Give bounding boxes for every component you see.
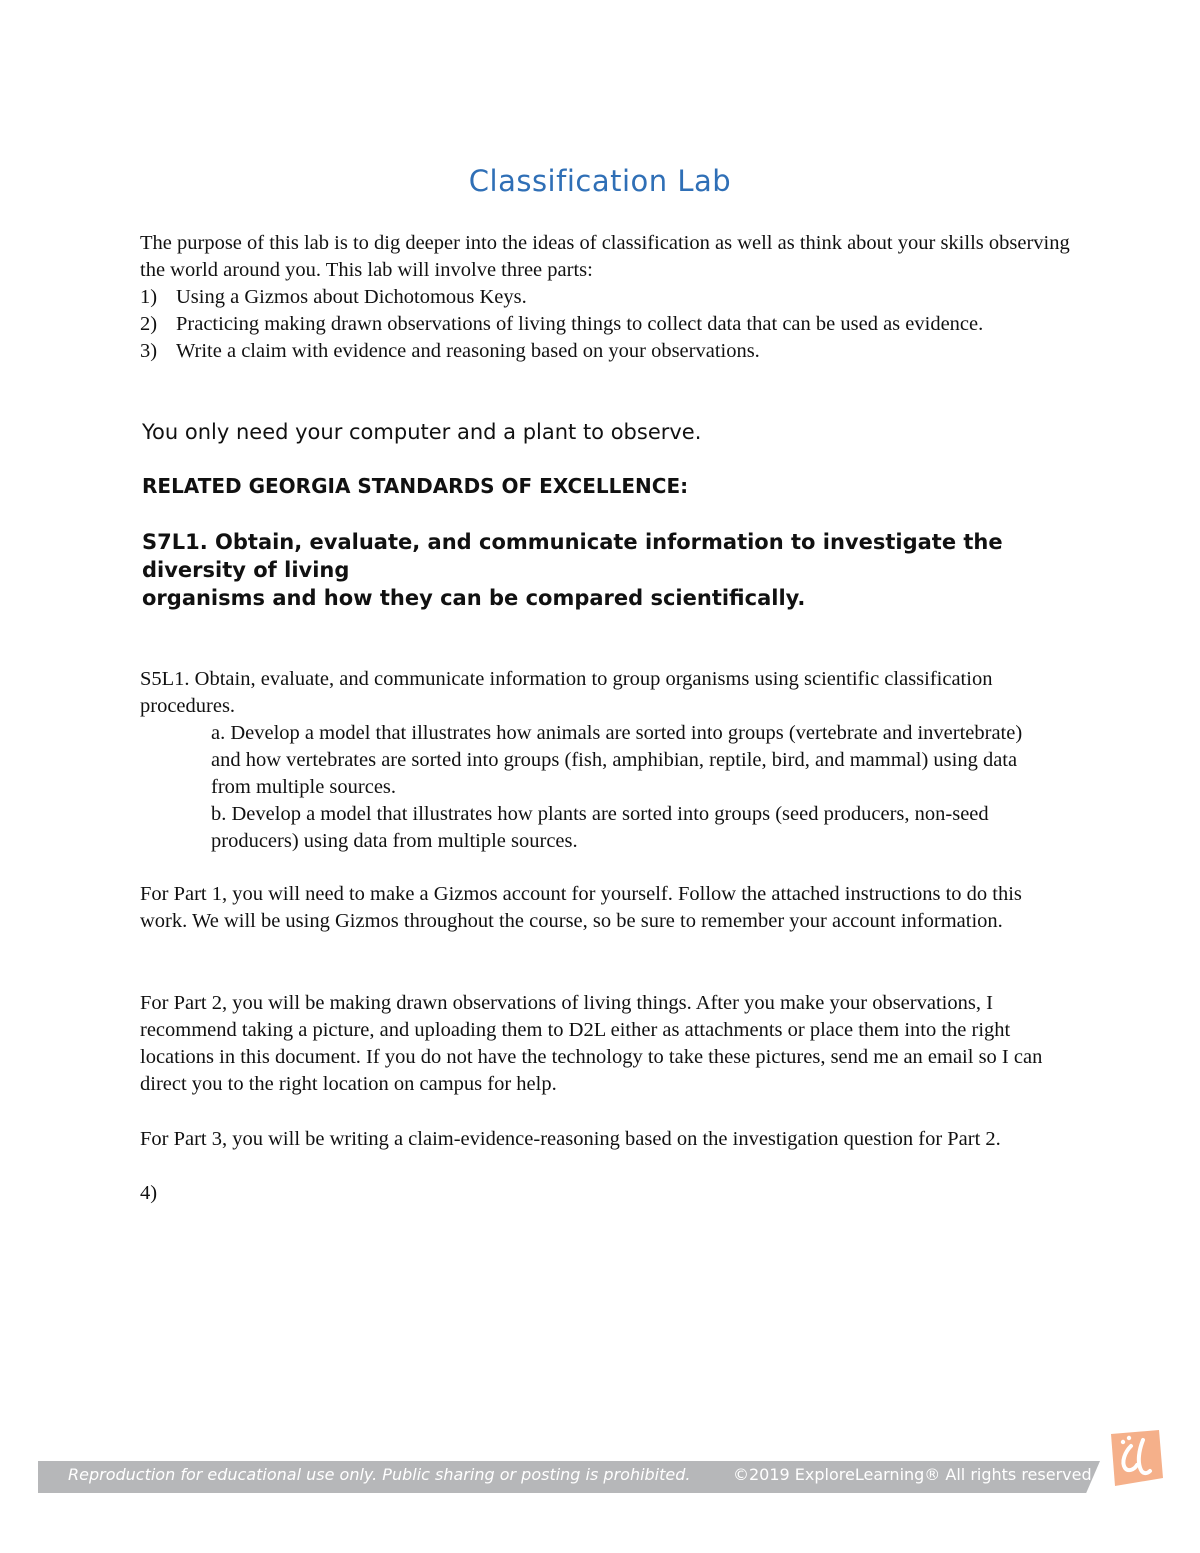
standard-s7l1: [142, 528, 1042, 612]
list-item-number: 1): [140, 286, 158, 308]
intro-paragraph: The purpose of this lab is to dig deeper into the ideas of classification as well as think about your skills observing the world around you. This lab will involve three parts:: [140, 232, 1070, 281]
list-item: [140, 284, 1040, 311]
standard-s7l1-line1: S7L1. Obtain, evaluate, and communicate information to investigate the diversity of living: [142, 530, 1003, 582]
list-item-text: Write a claim with evidence and reasoning based on your observations.: [176, 340, 760, 362]
list-item: [140, 311, 1040, 338]
empty-list-item-number: 4): [140, 1182, 158, 1204]
list-item-number: 3): [140, 340, 158, 362]
explorelearning-logo-icon: [1103, 1428, 1165, 1490]
parts-list: [140, 284, 1040, 365]
part3-paragraph: For Part 3, you will be writing a claim-evidence-reasoning based on the investigation question for Part 2.: [140, 1128, 1001, 1150]
part2-paragraph: For Part 2, you will be making drawn observations of living things. After you make your observations, I recommend taking a picture, and uploading them to D2L either as attachments or place them into the right locations in this document. If you do not have the technology to take these pictures, send me an email so I can direct you to the right location on campus for help.: [140, 992, 1043, 1095]
standard-s5l1-a: a. Develop a model that illustrates how animals are sorted into groups (vertebrate and invertebrate) and how vertebrates are sorted into groups (fish, amphibian, reptile, bird, and mammal) using data from multiple sources.: [211, 722, 1023, 798]
standard-s5l1-b: b. Develop a model that illustrates how plants are sorted into groups (seed producers, non-seed producers) using data from multiple sources.: [211, 803, 989, 852]
page-title: Classification Lab: [468, 164, 732, 198]
footer-rights: ©2019 ExploreLearning® All rights reserved: [733, 1465, 1092, 1484]
list-item: [140, 338, 1040, 365]
standard-s5l1-elements: [211, 720, 1051, 855]
standard-s7l1-line2: organisms and how they can be compared scientifically.: [142, 586, 806, 610]
list-item-number: 2): [140, 313, 158, 335]
list-item-text: Practicing making drawn observations of living things to collect data that can be used as evidence.: [176, 313, 984, 335]
materials-note: You only need your computer and a plant to observe.: [142, 420, 702, 444]
list-item-text: Using a Gizmos about Dichotomous Keys.: [176, 286, 527, 308]
footer-copyright-notice: Reproduction for educational use only. Public sharing or posting is prohibited.: [68, 1465, 691, 1484]
standards-heading: RELATED GEORGIA STANDARDS OF EXCELLENCE:: [142, 474, 689, 498]
part1-paragraph: For Part 1, you will need to make a Gizmos account for yourself. Follow the attached instructions to do this work. We will be using Gizmos throughout the course, so be sure to remember your account information.: [140, 883, 1022, 932]
standard-s5l1: S5L1. Obtain, evaluate, and communicate information to group organisms using scientific classification procedures.: [140, 668, 993, 717]
